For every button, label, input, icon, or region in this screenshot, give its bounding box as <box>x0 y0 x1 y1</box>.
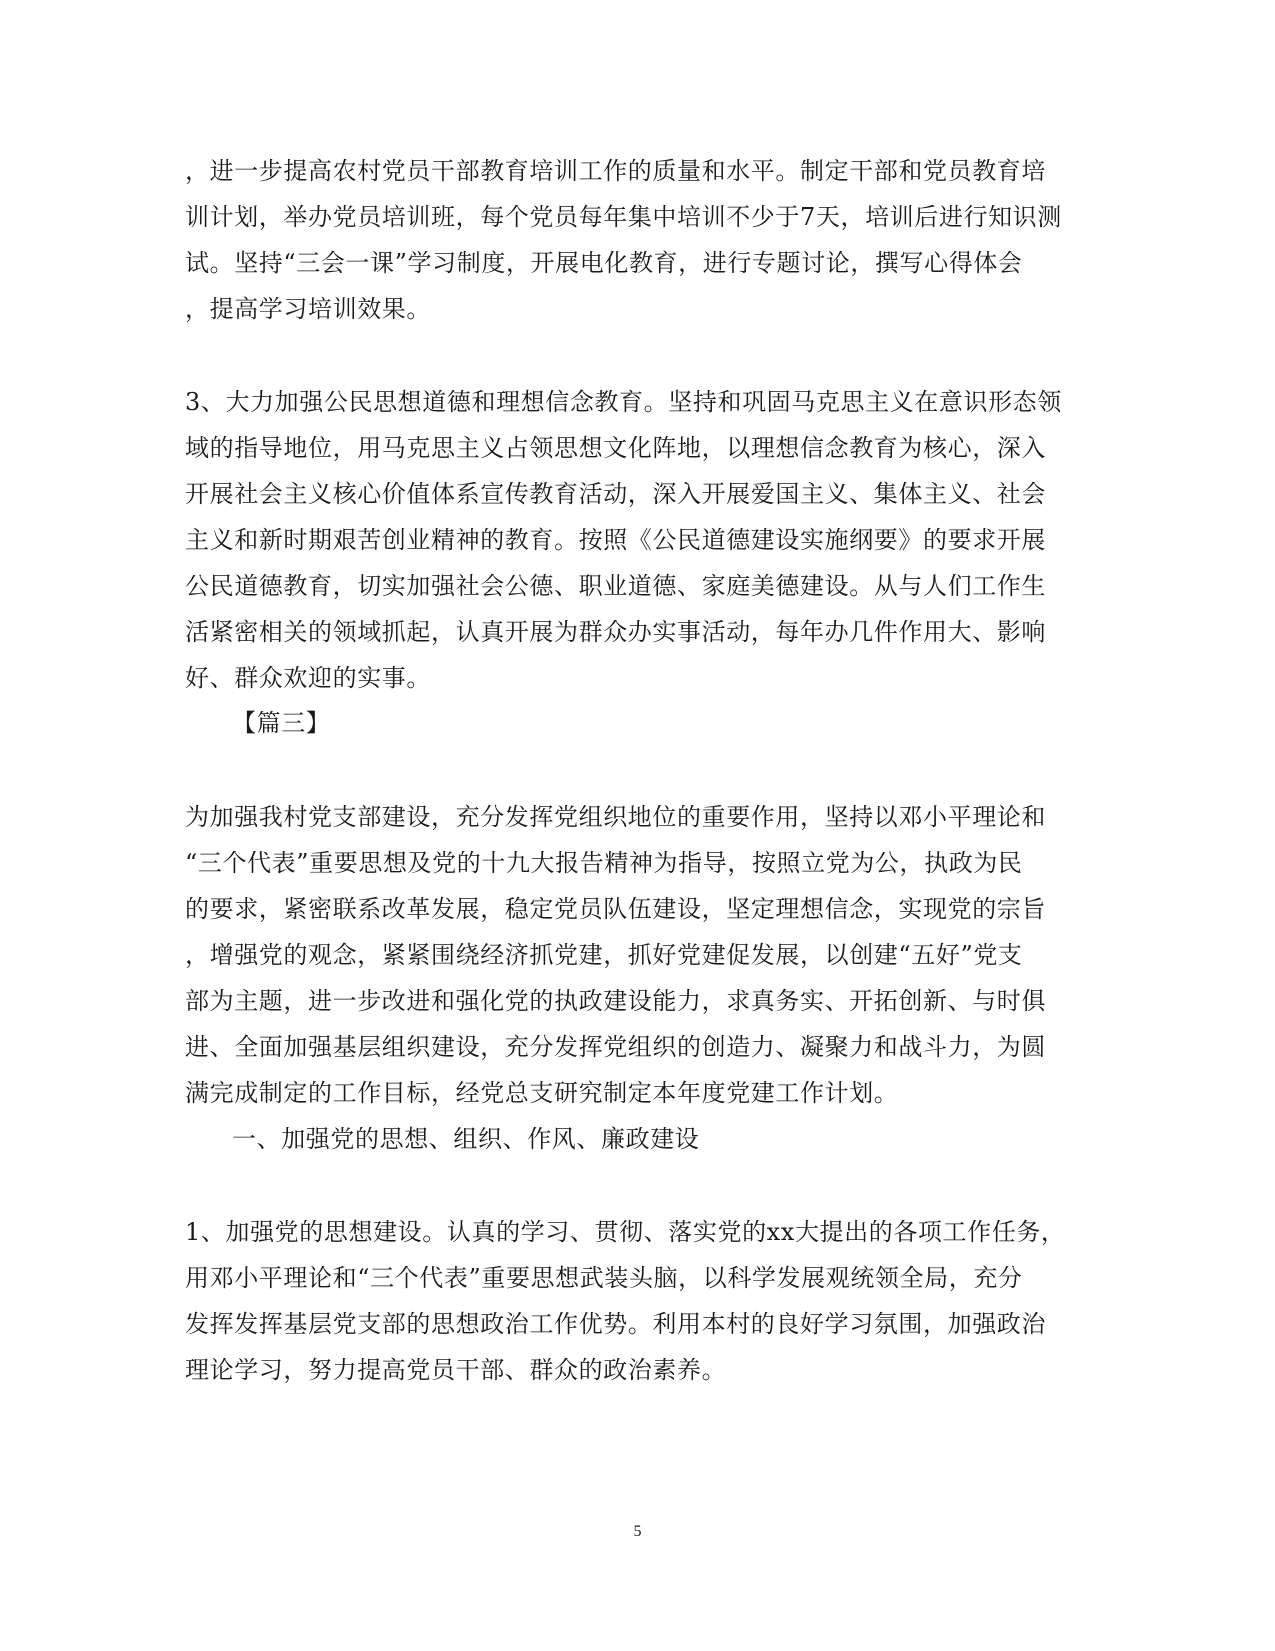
text-line: 理论学习，努力提高党员干部、群众的政治素养。 <box>185 1356 727 1384</box>
text-line: ，提高学习培训效果。 <box>185 295 431 323</box>
subheading: 一、加强党的思想、组织、作风、廉政建设 <box>232 1125 700 1153</box>
text-line: 好、群众欢迎的实事。 <box>185 664 431 692</box>
text-line: 域的指导地位，用马克思主义占领思想文化阵地，以理想信念教育为核心，深入 <box>185 434 1046 462</box>
text-line: 训计划，举办党员培训班，每个党员每年集中培训不少于7天，培训后进行知识测 <box>185 203 1062 231</box>
text-line: “三个代表”重要思想及党的十九大报告精神为指导，按照立党为公，执政为民 <box>185 849 1023 877</box>
text-line: 进、全面加强基层组织建设，充分发挥党组织的创造力、凝聚力和战斗力，为圆 <box>185 1033 1046 1061</box>
text-line: 1、加强党的思想建设。认真的学习、贯彻、落实党的xx大提出的各项工作任务， <box>185 1218 1066 1246</box>
text-line: 用邓小平理论和“三个代表”重要思想武装头脑，以科学发展观统领全局，充分 <box>185 1264 1023 1292</box>
text-line: 为加强我村党支部建设，充分发挥党组织地位的重要作用，坚持以邓小平理论和 <box>185 803 1046 831</box>
text-line: 活紧密相关的领域抓起，认真开展为群众办实事活动，每年办几件作用大、影响 <box>185 618 1046 646</box>
text-line: 3、大力加强公民思想道德和理想信念教育。坚持和巩固马克思主义在意识形态领 <box>185 388 1062 416</box>
text-line: 开展社会主义核心价值体系宣传教育活动，深入开展爱国主义、集体主义、社会 <box>185 480 1046 508</box>
text-line: 发挥发挥基层党支部的思想政治工作优势。利用本村的良好学习氛围，加强政治 <box>185 1310 1046 1338</box>
section-heading: 【篇三】 <box>232 709 331 737</box>
text-line: 试。坚持“三会一课”学习制度，开展电化教育，进行专题讨论，撰写心得体会 <box>185 249 1023 277</box>
text-line: ，增强党的观念，紧紧围绕经济抓党建，抓好党建促发展，以创建“五好”党支 <box>185 941 1023 969</box>
text-line: 满完成制定的工作目标，经党总支研究制定本年度党建工作计划。 <box>185 1079 899 1107</box>
page-number: 5 <box>633 1523 642 1540</box>
text-line: ，进一步提高农村党员干部教育培训工作的质量和水平。制定干部和党员教育培 <box>185 157 1046 185</box>
text-line: 公民道德教育，切实加强社会公德、职业道德、家庭美德建设。从与人们工作生 <box>185 572 1046 600</box>
text-line: 主义和新时期艰苦创业精神的教育。按照《公民道德建设实施纲要》的要求开展 <box>185 526 1046 554</box>
text-line: 的要求，紧密联系改革发展，稳定党员队伍建设，坚定理想信念，实现党的宗旨 <box>185 895 1046 923</box>
text-line: 部为主题，进一步改进和强化党的执政建设能力，求真务实、开拓创新、与时俱 <box>185 987 1046 1015</box>
